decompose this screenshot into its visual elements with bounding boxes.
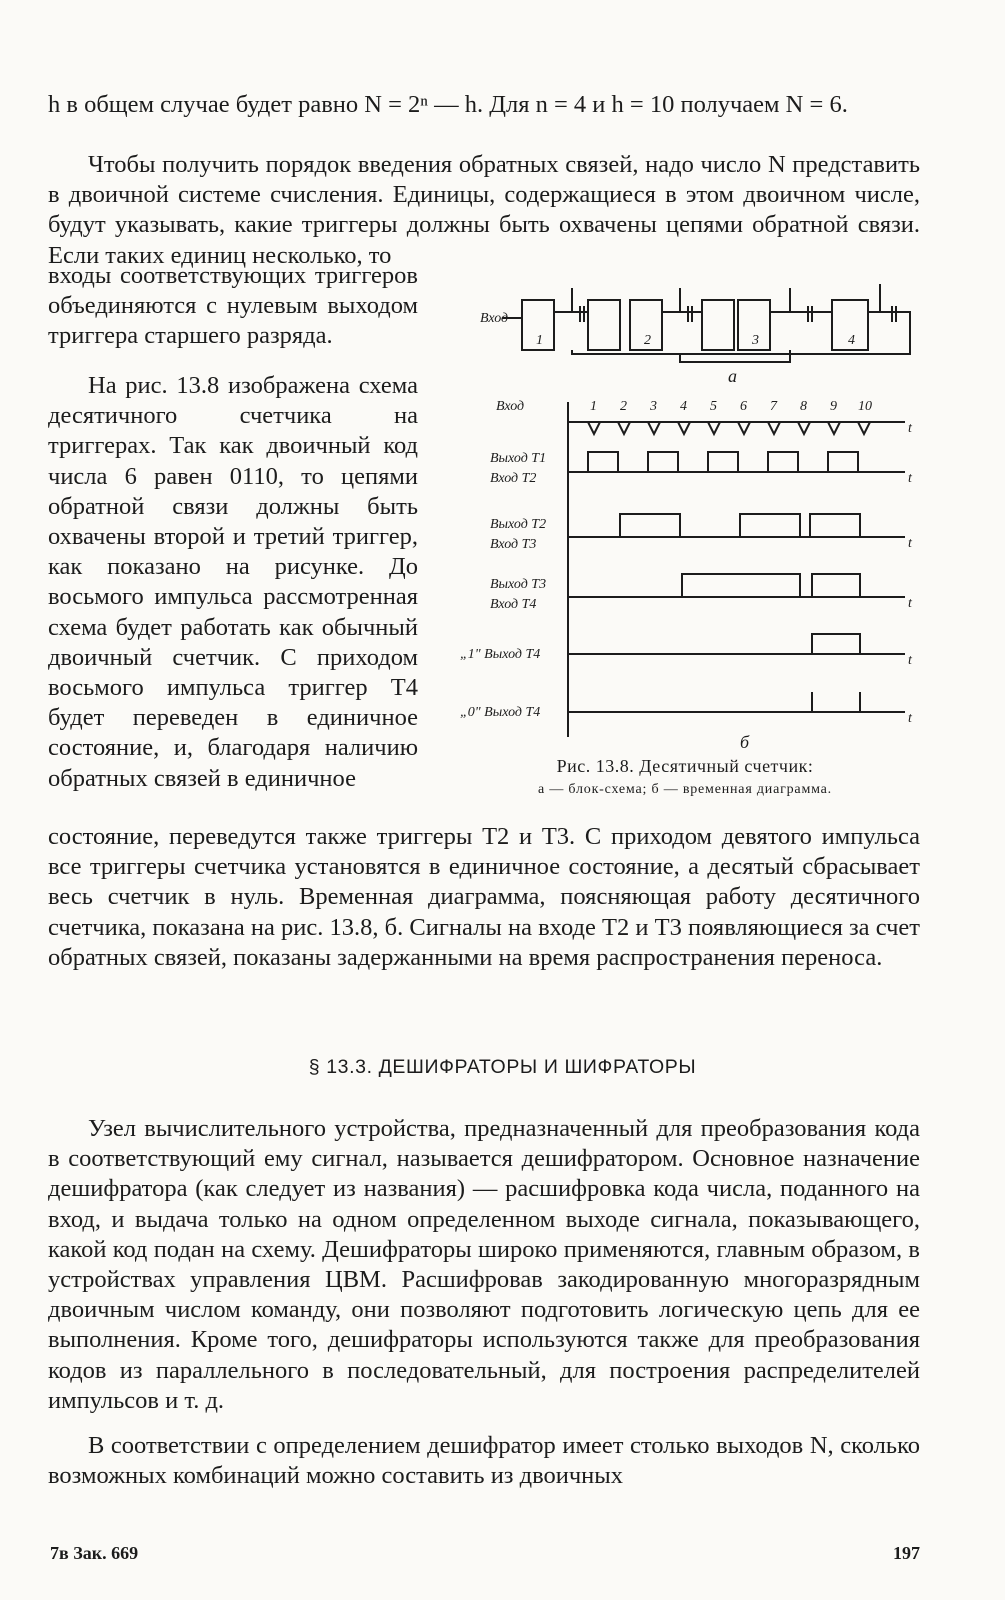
block-diagram (502, 284, 910, 362)
row-label-0: Вход (496, 399, 525, 414)
time-axis-label-6: t (908, 711, 912, 726)
row-label-5: Выход Т3 (490, 577, 547, 592)
part-b-label: б (740, 732, 750, 752)
figure-caption-subtitle: а — блок-схема; б — временная диаграмма. (538, 782, 832, 797)
paragraph-2-continued: входы соответствующих триггеров объединяются с нулевым выходом триггера старшего разряда. (48, 262, 418, 350)
paragraph-1: h в общем случае будет равно N = 2ⁿ — h. Для n = 4 и h = 10 получаем N = 6. (48, 91, 848, 118)
section-heading: § 13.3. ДЕШИФРАТОРЫ И ШИФРАТОРЫ (308, 1056, 697, 1078)
paragraph-3-continued: состояние, переведутся также триггеры Т2 и Т3. С приходом девятого импульса все триггеры счетчика установятся в единичное состояние, а десятый сбрасывает весь счетчик в нуль. Временная диаграмма, поясняющая работу десятичного счетчика, показана на рис. 13.8, б. Сигналы на входе Т2 и Т3 появляющиеся за счет обратных связей, показаны задержанными на время распространения переноса. (48, 823, 920, 971)
trigger-label-2: 2 (644, 333, 651, 348)
paragraph-2: Чтобы получить порядок введения обратных связей, надо число N представить в двоичной системе счисления. Единицы, содержащиеся в этом двоичном числе, будут указывать, какие триггеры должны быть охвачены цепями обратной связи. Если таких единиц несколько, то (48, 151, 920, 269)
row-label-3: Выход Т2 (490, 517, 547, 532)
row-label-6: Вход Т4 (490, 597, 537, 612)
input-pulses (588, 422, 870, 434)
pulse-number-4: 4 (680, 399, 687, 414)
pulse-number-5: 5 (710, 399, 717, 414)
trigger-label-4: 4 (848, 333, 855, 348)
page-number: 197 (893, 1543, 920, 1563)
time-axis-label-1: t (908, 421, 912, 436)
footer-signature: 7в Зак. 669 (50, 1543, 139, 1563)
trigger-label-3: 3 (752, 333, 759, 348)
decimal-counter-diagram (440, 262, 930, 752)
trigger-1b-block (588, 300, 620, 350)
time-axis-label-5: t (908, 653, 912, 668)
paragraph-5: В соответствии с определением дешифратор имеет столько выходов N, сколько возможных комбинаций можно составить из двоичных (48, 1432, 920, 1490)
pulse-number-10: 10 (858, 399, 872, 414)
trigger-2b-block (702, 300, 734, 350)
block-input-label: Вход (480, 311, 509, 326)
pulse-number-8: 8 (800, 399, 807, 414)
pulse-number-2: 2 (620, 399, 627, 414)
output-t4-1-waveform (812, 634, 860, 654)
output-t2-waveform (620, 514, 860, 537)
pulse-number-7: 7 (770, 399, 777, 414)
output-t1-waveform (588, 452, 858, 472)
time-axis-label-3: t (908, 536, 912, 551)
row-label-2: Вход Т2 (490, 471, 537, 486)
pulse-number-3: 3 (650, 399, 657, 414)
paragraph-3: На рис. 13.8 изображена схема десятичного счетчика на триггерах. Так как двоичный код числа 6 равен 0110, то цепями обратной связи должны быть охвачены второй и третий триггер, как показано на рисунке. До восьмого импульса рассмотренная схема будет работать как обычный двоичный счетчик. С приходом восьмого импульса триггер Т4 будет переведен в единичное состояние, и, благодаря наличию обратных связей в единичное (48, 372, 418, 792)
figure-13-8 (440, 262, 930, 802)
row-label-7: „1" Выход Т4 (460, 647, 541, 662)
row-label-1: Выход Т1 (490, 451, 547, 466)
row-label-8: „0" Выход Т4 (460, 705, 541, 720)
output-t3-waveform (682, 574, 860, 597)
time-axis-label-2: t (908, 471, 912, 486)
trigger-label-1: 1 (536, 333, 543, 348)
row-label-4: Вход Т3 (490, 537, 537, 552)
output-t4-0-waveform (812, 692, 860, 712)
pulse-number-6: 6 (740, 399, 747, 414)
pulse-number-1: 1 (590, 399, 597, 414)
diagram-labels (460, 311, 913, 752)
figure-caption-title: Рис. 13.8. Десятичный счетчик: (556, 756, 814, 776)
part-a-label: а (728, 366, 737, 386)
time-axis-label-4: t (908, 596, 912, 611)
pulse-number-9: 9 (830, 399, 837, 414)
paragraph-4: Узел вычислительного устройства, предназначенный для преобразования кода в соответствующий ему сигнал, называется дешифратором. Основное назначение дешифратора (как следует из названия) — расшифровка кода числа, поданного на вход, и выдача только на одном определенном выходе сигнала, показывающего, какой код подан на схему. Дешифраторы широко применяются, главным образом, в устройствах управления ЦВМ. Расшифровав закодированную многоразрядным двоичным числом команду, они позволяют подготовить логическую цепь для ее выполнения. Кроме того, дешифраторы используются также для преобразования кодов из параллельного в последовательный, для построения распределителей импульсов и т. д. (48, 1115, 920, 1414)
